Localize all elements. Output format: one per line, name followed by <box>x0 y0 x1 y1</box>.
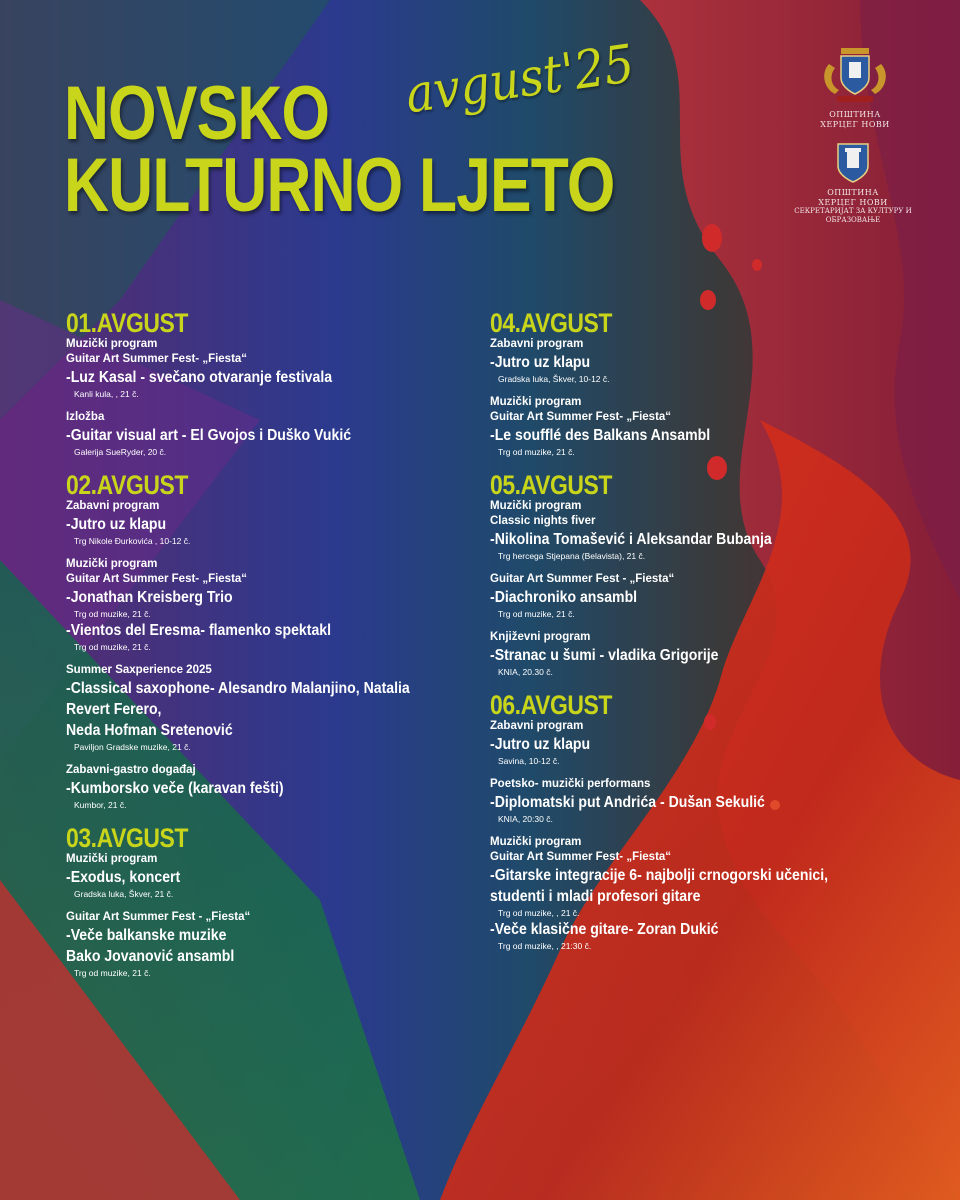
logo2-caption-1: ОПШТИНА <box>827 188 879 197</box>
event-title: -Jutro uz klapu <box>490 736 591 753</box>
event-title: -Veče balkanske muzike Bako Jovanović ansambl <box>66 927 235 965</box>
event-title: -Veče klasične gitare- Zoran Dukić <box>490 921 719 938</box>
program-block <box>490 337 890 385</box>
category: Muzički program <box>490 836 582 848</box>
event-title: -Stranac u šumi - vladika Grigorije <box>490 647 719 664</box>
day-date: 04.AVGUST <box>490 308 613 338</box>
program-block <box>66 763 466 811</box>
title-line-1: NOVSKO <box>64 71 330 156</box>
day-date: 05.AVGUST <box>490 470 613 500</box>
event-venue: Galerija SueRyder, 20 č. <box>74 447 167 457</box>
event-venue: Paviljon Gradske muzike, 21 č. <box>74 742 191 752</box>
event-venue: KNIA, 20:30 č. <box>498 814 553 824</box>
event-title: -Jutro uz klapu <box>66 516 167 533</box>
coat-of-arms-logo <box>800 44 910 129</box>
municipality-shield-logo <box>788 140 918 224</box>
event-venue: Trg Nikole Đurkovića , 10-12 č. <box>74 536 191 546</box>
day-03 <box>66 825 466 979</box>
program-block <box>490 499 890 562</box>
program-block <box>66 663 466 753</box>
category: Poetsko- muzički performans <box>490 778 651 790</box>
event-title: -Diplomatski put Andrića - Dušan Sekulić <box>490 794 765 811</box>
event-venue: Savina, 10-12 č. <box>498 756 560 766</box>
program-block <box>490 572 890 620</box>
program-block <box>490 719 890 767</box>
event-title: -Exodus, koncert <box>66 869 181 886</box>
category: Muzički program <box>66 558 158 570</box>
program-block <box>66 410 466 458</box>
logo1-caption-1: ОПШТИНА <box>829 110 881 119</box>
event-venue: Trg od muzike, 21 č. <box>74 642 151 652</box>
event-venue: Gradska luka, Škver, 21 č. <box>74 889 174 899</box>
event-title: -Jonathan Kreisberg Trio <box>66 589 233 606</box>
subcategory: Guitar Art Summer Fest- „Fiesta“ <box>66 353 248 365</box>
event-title: -Kumborsko veče (karavan fešti) <box>66 780 284 797</box>
event-venue: Trg od muzike, 21 č. <box>498 609 575 619</box>
logo2-caption-2: ХЕРЦЕГ НОВИ <box>818 197 888 207</box>
day-date: 02.AVGUST <box>66 470 189 500</box>
event-title: -Nikolina Tomašević i Aleksandar Bubanja <box>490 531 772 548</box>
category: Guitar Art Summer Fest - „Fiesta“ <box>490 573 675 585</box>
category: Zabavni program <box>490 720 584 732</box>
event-venue: Trg od muzike, 21 č. <box>498 447 575 457</box>
category: Muzički program <box>66 853 158 865</box>
category: Muzički program <box>490 396 582 408</box>
event-venue: KNIA, 20.30 č. <box>498 667 553 677</box>
category: Književni program <box>490 631 591 643</box>
day-date: 01.AVGUST <box>66 308 189 338</box>
event-venue: Trg od muzike, 21 č. <box>74 968 151 978</box>
event-venue: Trg hercega Stjepana (Belavista), 21 č. <box>498 551 646 561</box>
program-block <box>490 777 890 825</box>
category: Muzički program <box>490 500 582 512</box>
program-block <box>66 557 466 653</box>
event-venue: Trg od muzike, , 21 č. <box>498 908 580 918</box>
day-04 <box>490 310 890 458</box>
program-block <box>490 395 890 458</box>
title-script-date: avgust'25 <box>402 34 638 126</box>
title-line-2: KULTURNO LJETO <box>64 143 615 228</box>
category: Guitar Art Summer Fest - „Fiesta“ <box>66 911 251 923</box>
day-02 <box>66 472 466 811</box>
schedule-left-column <box>66 310 466 993</box>
event-venue: Kumbor, 21 č. <box>74 800 127 810</box>
logo1-caption-2: ХЕРЦЕГ НОВИ <box>820 119 890 129</box>
event-title: -Guitar visual art - El Gvojos i Duško Vukić <box>66 427 352 444</box>
event-venue: Trg od muzike, , 21:30 č. <box>498 941 592 951</box>
category: Izložba <box>66 411 105 423</box>
event-title: -Le soufflé des Balkans Ansambl <box>490 427 711 444</box>
program-block <box>66 852 466 900</box>
subcategory: Classic nights fiver <box>490 515 596 527</box>
category: Zabavni-gastro događaj <box>66 764 196 776</box>
subcategory: Guitar Art Summer Fest- „Fiesta“ <box>490 851 672 863</box>
day-05 <box>490 472 890 678</box>
subcategory: Guitar Art Summer Fest- „Fiesta“ <box>66 573 248 585</box>
event-title: -Diachroniko ansambl <box>490 589 638 606</box>
category: Summer Saxperience 2025 <box>66 664 212 676</box>
shield-icon <box>835 140 871 184</box>
coat-of-arms-icon <box>815 44 895 106</box>
schedule-right-column <box>490 310 890 966</box>
logo2-caption-3: СЕКРЕТАРИЈАТ ЗА КУЛТУРУ И ОБРАЗОВАЊЕ <box>794 207 912 224</box>
day-01 <box>66 310 466 458</box>
event-venue: Trg od muzike, 21 č. <box>74 609 151 619</box>
event-venue: Kanli kula, , 21 č. <box>74 389 139 399</box>
event-title: -Vientos del Eresma- flamenko spektakl <box>66 622 332 639</box>
program-block <box>66 910 466 979</box>
category: Zabavni program <box>66 500 160 512</box>
day-date: 03.AVGUST <box>66 823 189 853</box>
category: Muzički program <box>66 338 158 350</box>
event-title: -Gitarske integracije 6- najbolji crnogorski učenici, studenti i mladi profesori gitare <box>490 867 829 905</box>
day-date: 06.AVGUST <box>490 690 613 720</box>
event-title: -Luz Kasal - svečano otvaranje festivala <box>66 369 333 386</box>
event-venue: Gradska luka, Škver, 10-12 č. <box>498 374 610 384</box>
event-title: -Classical saxophone- Alesandro Malanjino, Natalia Revert Ferero, Neda Hofman Sretenović <box>66 680 410 739</box>
program-block <box>66 499 466 547</box>
program-block <box>490 630 890 678</box>
event-title: -Jutro uz klapu <box>490 354 591 371</box>
day-06 <box>490 692 890 952</box>
program-block <box>66 337 466 400</box>
program-block <box>490 835 890 952</box>
subcategory: Guitar Art Summer Fest- „Fiesta“ <box>490 411 672 423</box>
category: Zabavni program <box>490 338 584 350</box>
